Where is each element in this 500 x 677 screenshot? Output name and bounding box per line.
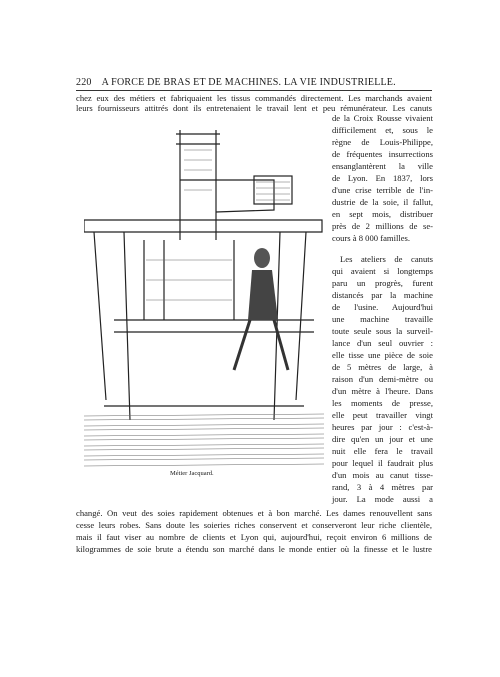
text-line: kilogrammes de soie brute a étendu son marché dans le monde entier où la finesse et le lustre [76, 544, 432, 554]
text-line: cours à 8 000 familles. [332, 233, 411, 243]
text-line: cesse leurs robes. Sans doute les soieries riches conservent et conserveront leur riche clientèle, [76, 520, 432, 530]
text-line: dustrie de la soie, il fallut, [332, 197, 433, 207]
text-line: leurs fournisseurs attitrés dont ils entretenaient le travail lent et peu rémunérateur. Les canuts [76, 103, 432, 113]
text-line: d'un mètre à l'heure. Dans [332, 386, 433, 396]
text-line: de la Croix Rousse vivaient [332, 113, 433, 123]
header-rule [76, 90, 432, 91]
text-line: une machine travaille [332, 314, 433, 324]
text-line: de Lyon. En 1837, lors [332, 173, 433, 183]
text-line: elle peut travailler vingt [332, 410, 433, 420]
figure-caption: Métier Jacquard. [170, 470, 214, 477]
text-line: d'une crise terrible de l'in- [332, 185, 433, 195]
text-line: mais il faut viser au nombre de clients et Lyon qui, aujourd'hui, reçoit environ 6 millions de [76, 532, 432, 542]
text-line: ensanglantèrent la ville [332, 161, 433, 171]
text-line: de fréquentes insurrections [332, 149, 433, 159]
running-title: A FORCE DE BRAS ET DE MACHINES. LA VIE INDUSTRIELLE. [101, 77, 396, 88]
page-number: 220 [76, 77, 92, 88]
text-line: règne de Louis-Philippe, [332, 137, 433, 147]
text-line: chez eux des métiers et fabriquaient les tissus commandés directement. Les marchands avaient [76, 93, 432, 103]
text-line: de l'usine. Aujourd'hui [332, 302, 433, 312]
text-line: distancés par la machine [332, 290, 433, 300]
text-line: pour lequel il faudrait plus [332, 458, 433, 468]
text-line: elle tisse une pièce de soie [332, 350, 433, 360]
text-line: Les ateliers de canuts [340, 254, 433, 264]
loom-illustration [84, 120, 324, 470]
text-line: en sept mois, distribuer [332, 209, 433, 219]
text-line: changé. On veut des soies rapidement obtenues et à bon marché. Les dames renouvellent sans [76, 508, 432, 518]
text-line: paru un progrès, furent [332, 278, 433, 288]
text-line: près de 2 millions de se- [332, 221, 433, 231]
text-line: les moments de presse, [332, 398, 433, 408]
text-line: d'un mois au canut tisse- [332, 470, 433, 480]
text-line: lance d'un seul ouvrier : [332, 338, 433, 348]
weaver-figure [234, 248, 288, 370]
jacquard-loom-engraving [84, 120, 324, 470]
text-line: qui avaient si longtemps [332, 266, 433, 276]
running-header [76, 77, 432, 88]
text-line: de 5 mètres de large, à [332, 362, 433, 372]
text-line: toute seule sous la surveil- [332, 326, 433, 336]
text-line: nuit elle fera le travail [332, 446, 433, 456]
text-line: rand, 3 à 4 mètres par [332, 482, 433, 492]
text-line: dire qu'en un jour et une [332, 434, 433, 444]
text-line: difficilement et, sous le [332, 125, 433, 135]
text-line: heures par jour : c'est-à- [332, 422, 433, 432]
text-line: raison d'un demi-mètre ou [332, 374, 433, 384]
text-line: jour. La mode aussi a [332, 494, 433, 504]
